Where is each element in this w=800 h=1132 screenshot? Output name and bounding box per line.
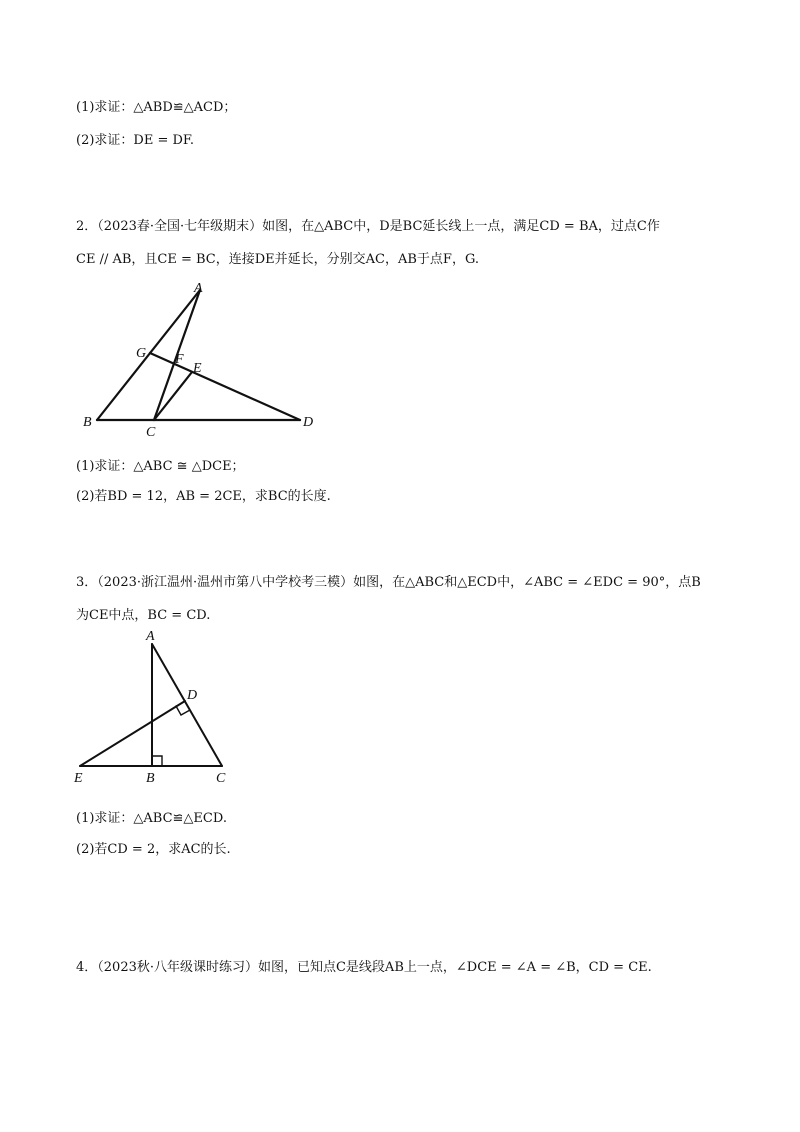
label-B: B (146, 771, 155, 786)
label-E: E (193, 361, 202, 376)
q1-part1: (1)求证：△ABD≌△ACD； (76, 100, 237, 115)
label-C: C (216, 771, 226, 786)
label-F: F (175, 352, 184, 367)
q1-part2: (2)求证：DE = DF. (76, 133, 195, 148)
q2-part2: (2)若BD = 12，AB = 2CE，求BC的长度. (76, 489, 331, 504)
segment-GD (150, 353, 300, 420)
q3-figure (70, 626, 250, 786)
q2-figure (80, 280, 340, 440)
q3-part1: (1)求证：△ABC≌△ECD. (76, 811, 227, 826)
q2-stem-line1: 2．（2023春·全国·七年级期末）如图，在△ABC中，D是BC延长线上一点，满足CD = BA，过点C作 (76, 219, 660, 234)
q4-stem-line1: 4．（2023秋·八年级课时练习）如图，已知点C是线段AB上一点，∠DCE = ∠A = ∠B，CD = CE. (76, 960, 652, 975)
label-D: D (187, 688, 198, 703)
q3-part2: (2)若CD = 2，求AC的长. (76, 842, 231, 857)
q3-stem-line1: 3．（2023·浙江温州·温州市第八中学校考三模）如图，在△ABC和△ECD中，∠ABC = ∠EDC = 90°，点B (76, 575, 701, 590)
label-E: E (74, 771, 83, 786)
segment-BA (97, 290, 200, 420)
label-A: A (194, 281, 203, 296)
segment-AC (152, 644, 222, 766)
label-B: B (83, 415, 92, 430)
label-D: D (303, 415, 314, 430)
segment-ED (80, 701, 185, 766)
q2-part1: (1)求证：△ABC ≅ △DCE； (76, 459, 245, 474)
label-G: G (136, 346, 147, 361)
q2-stem-line2: CE // AB，且CE = BC，连接DE并延长，分别交AC，AB于点F，G. (76, 252, 480, 267)
label-C: C (146, 425, 156, 440)
label-A: A (146, 629, 155, 644)
q3-stem-line2: 为CE中点，BC = CD. (76, 608, 211, 623)
right-angle-mark-B (152, 756, 162, 766)
segment-CE (154, 372, 192, 420)
